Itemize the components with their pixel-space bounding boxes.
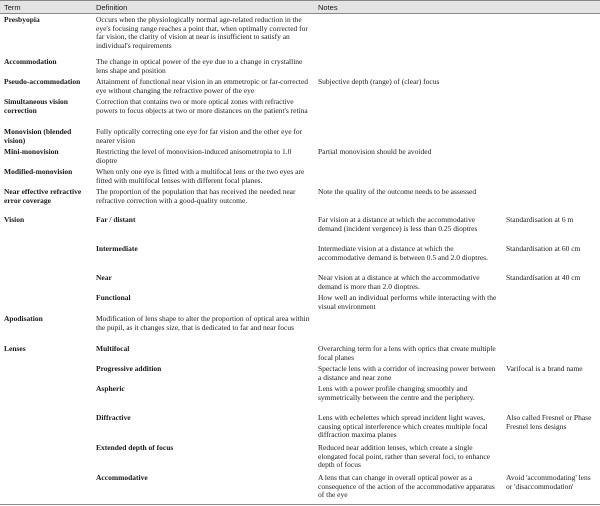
notes-cell: Far vision at a distance at which the accommodative demand (incident vergence) is less than 0.25 dioptres: [318, 215, 478, 233]
subterm-cell: Far / distant: [96, 215, 136, 224]
subterm-cell: Multifocal: [96, 344, 130, 353]
definition-cell: The change in optical power of the eye due to a change in crystalline lens shape and position: [96, 57, 303, 75]
definition-cell: Occurs when the physiologically normal age-related reduction in the eye's focusing range reaches a point that, when optimally corrected for far vision, the clarity of vision at near is insufficient to satisfy an individual's requirements: [96, 15, 308, 50]
subterm-cell: Intermediate: [96, 244, 138, 253]
definition-cell: Attainment of functional near vision in an emmetropic or far-corrected eye without changing the refractive power of the eye: [96, 77, 309, 95]
table-header: [0, 0, 600, 14]
notes-cell: How well an individual performs while interacting with the visual environment: [318, 293, 497, 311]
term-cell: Accommodation: [4, 57, 57, 66]
notes-cell: Partial monovision should be avoided: [318, 147, 432, 156]
term-cell: Modified-monovision: [4, 167, 73, 176]
notes-cell: Lens with a power profile changing smoothly and symmetrically between the centre and the periphery.: [318, 384, 475, 402]
term-cell: Vision: [4, 215, 25, 224]
notes-cell: Subjective depth (range) of (clear) focus: [318, 77, 440, 86]
term-cell: Near effective refractive error coverage: [4, 187, 82, 205]
definition-cell: Correction that contains two or more optical zones with refractive powers to focus objects at two or more distances on the patient's retina: [96, 97, 308, 115]
definition-cell: When only one eye is fitted with a multifocal lens or the two eyes are fitted with multifocal lenses with different focal planes.: [96, 167, 305, 185]
term-cell: Simultaneous vision correction: [4, 97, 68, 115]
notes-cell: Near vision at a distance at which the accommodative demand is more than 2.0 dioptres.: [318, 273, 480, 291]
subterm-cell: Functional: [96, 293, 131, 302]
notes-cell: Note the quality of the outcome needs to be assessed: [318, 187, 477, 196]
subterm-cell: Progressive addition: [96, 364, 162, 373]
extra-cell: Avoid 'accommodating' lens or 'disaccommodation': [506, 473, 591, 491]
notes-cell: Reduced near addition lenses, which create a single elongated focal point, rather than several foci, to enhance depth of focus: [318, 443, 491, 470]
subterm-cell: Diffractive: [96, 413, 131, 422]
term-cell: Pseudo-accommodation: [4, 77, 81, 86]
extra-cell: Also called Fresnel or Phase Fresnel lens designs: [506, 413, 592, 431]
term-cell: Presbyopia: [4, 15, 40, 24]
subterm-cell: Near: [96, 273, 112, 282]
notes-cell: A lens that can change in overall optical power as a consequence of the action of the accommodative apparatus of the eye: [318, 473, 495, 500]
term-cell: Lenses: [4, 344, 26, 353]
term-cell: Monovision (blended vision): [4, 127, 72, 145]
extra-cell: Standardisation at 6 m: [506, 215, 574, 224]
notes-cell: Overarching term for a lens with optics that create multiple focal planes: [318, 344, 496, 362]
definition-cell: The proportion of the population that has received the needed near refractive correction with a good-quality outcome.: [96, 187, 296, 205]
subterm-cell: Extended depth of focus: [96, 443, 174, 452]
notes-cell: Spectacle lens with a corridor of increasing power between a distance and near zone: [318, 364, 496, 382]
subterm-cell: Aspheric: [96, 384, 125, 393]
extra-cell: Standardisation at 40 cm: [506, 273, 581, 282]
definition-cell: Modification of lens shape to alter the proportion of optical area within the pupil, as it changes size, that is dedicated to far and near focus: [96, 314, 310, 332]
extra-cell: Standardisation at 60 cm: [506, 244, 581, 253]
term-cell: Mini-monovision: [4, 147, 59, 156]
notes-cell: Lens with echelettes which spread incident light waves, causing optical interference which creates multiple focal diffraction maxima planes: [318, 413, 488, 440]
term-cell: Apodisation: [4, 314, 43, 323]
header-definition: Definition: [96, 3, 128, 12]
notes-cell: Intermediate vision at a distance at which the accommodative demand is between 0.5 and 2.0 dioptres.: [318, 244, 488, 262]
extra-cell: Varifocal is a brand name: [506, 364, 583, 373]
header-notes: Notes: [318, 3, 338, 12]
definition-cell: Fully optically correcting one eye for far vision and the other eye for nearer vision: [96, 127, 303, 145]
header-term: Term: [4, 3, 21, 12]
table-bottom-rule: [0, 504, 600, 505]
definition-cell: Restricting the level of monovision-induced anisometropia to 1.0 dioptre: [96, 147, 292, 165]
subterm-cell: Accommodative: [96, 473, 148, 482]
